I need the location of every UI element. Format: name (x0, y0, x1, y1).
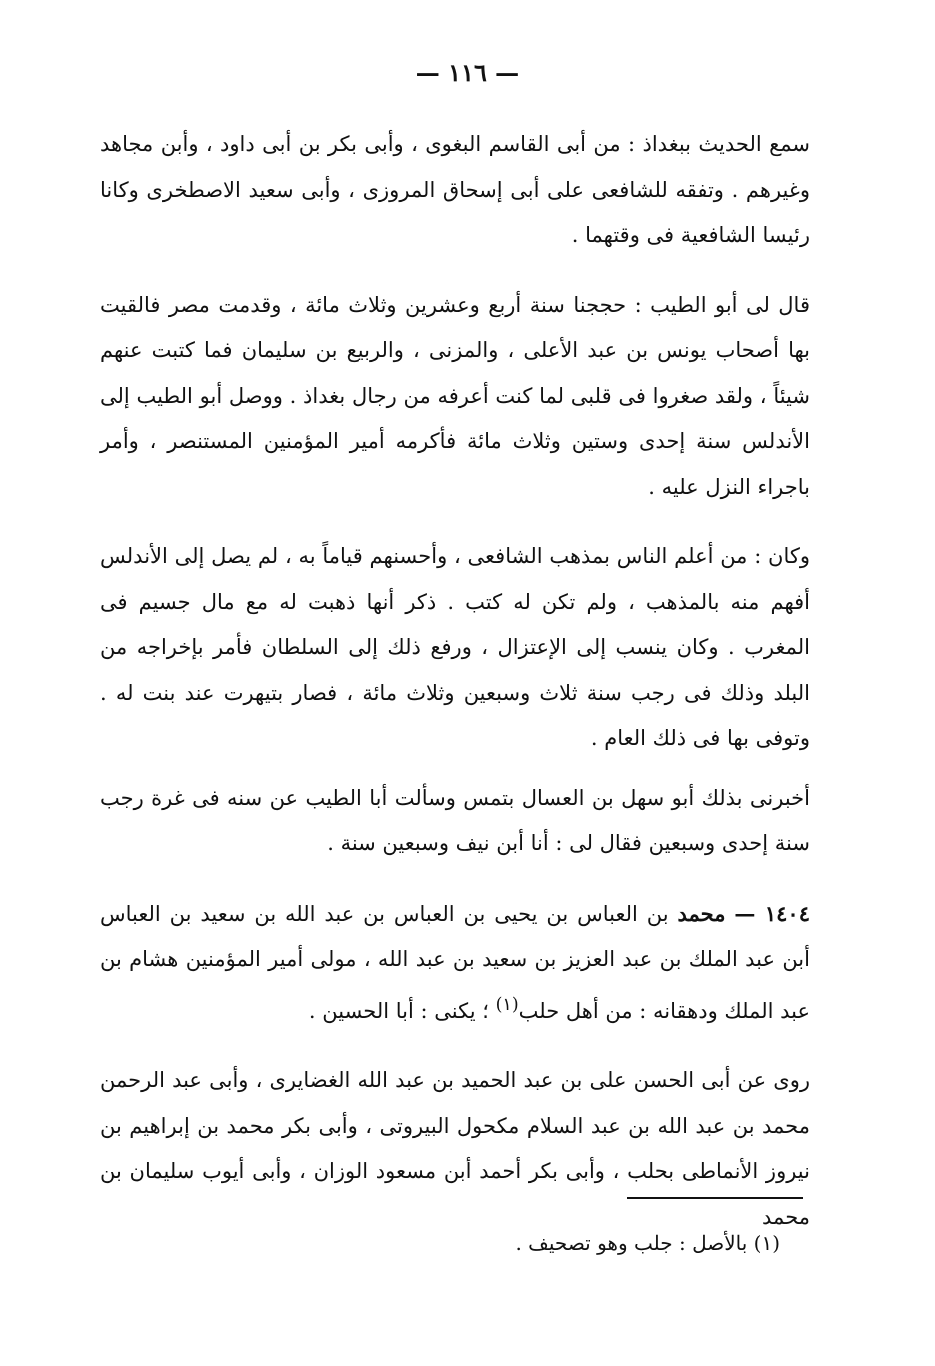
entry-number: ١٤٠٤ — (734, 900, 810, 926)
paragraph-pilgrimage: قال لى أبو الطيب : حججنا سنة أربع وعشرين وثلاث مائة ، وقدمت مصر فالقيت بها أصحاب يونس بن عبد الأعلى ، والمزنى ، والربيع بن سليمان فما كتبت عنهم شيئاً ، ولقد صغروا فى قلبى لما كنت أعرفه من رجال بغداذ . ووصل أبو الطيب إلى الأندلس سنة إحدى وستين وثلاث مائة فأكرمه أمير المؤمنين المستنصر ، وأمر باجراء النزل عليه . (100, 292, 810, 499)
entry-text: بن العباس بن يحيى بن العباس بن عبد الله بن سعيد بن العباس أبن عبد الملك بن عبد العزيز بن سعيد بن عبد الله ، مولى أمير المؤمنين هشام بن عبد الملك ودهقانه : من أهل حلب (100, 901, 810, 1023)
footnote: (١) بالأصل : جلب وهو تصحيف . (515, 1231, 780, 1255)
entry-name: محمد (677, 900, 726, 926)
paragraph-informant: أخبرنى بذلك أبو سهل بن العسال بتمس وسألت أبا الطيب عن سنه فى غرة رجب سنة إحدى وسبعين فقال لى : أنا أبن نيف وسبعين سنة . (100, 785, 810, 855)
paragraph-narration: روى عن أبى الحسن على بن عبد الحميد بن عبد الله الغضايرى ، وأبى عبد الرحمن محمد بن عبد الله بن عبد السلام مكحول البيروتى ، وأبى بكر محمد بن إبراهيم بن نيروز الأنماطى بحلب ، وأبى بكر أحمد أبن مسعود الوزان ، وأبى أيوب سليمان بن محمد (100, 1068, 810, 1229)
body-text (100, 122, 810, 1264)
page-number: — ١١٦ — (415, 58, 520, 87)
footnote-divider (627, 1197, 803, 1199)
paragraph-scholarship: وكان : من أعلم الناس بمذهب الشافعى ، وأحسنهم قياماً به ، لم يصل إلى الأندلس أفهم منه بالمذهب ، ولم تكن له كتب . ذكر أنها ذهبت له مع مال جسيم فى المغرب . وكان ينسب إلى الإعتزال ، ورفع ذلك إلى السلطان فأمر بإخراجه من البلد وذلك فى رجب سنة ثلاث وسبعين وثلاث مائة ، فصار بتيهرت عند بنت له . وتوفى بها فى ذلك العام . (100, 544, 810, 750)
biography-entry (100, 891, 810, 1035)
entry-text-after: ؛ يكنى : أبا الحسين . (308, 998, 489, 1023)
paragraph-hearing: سمع الحديث ببغداذ : من أبى القاسم البغوى ، وأبى بكر بن أبى داود ، وأبن مجاهد وغيرهم . وتفقه للشافعى على أبى إسحاق المروزى ، وأبى سعيد الاصطخرى وكانا رئيسا الشافعية فى وقتهما . (100, 132, 810, 247)
footnote-reference: (١) (495, 994, 519, 1015)
